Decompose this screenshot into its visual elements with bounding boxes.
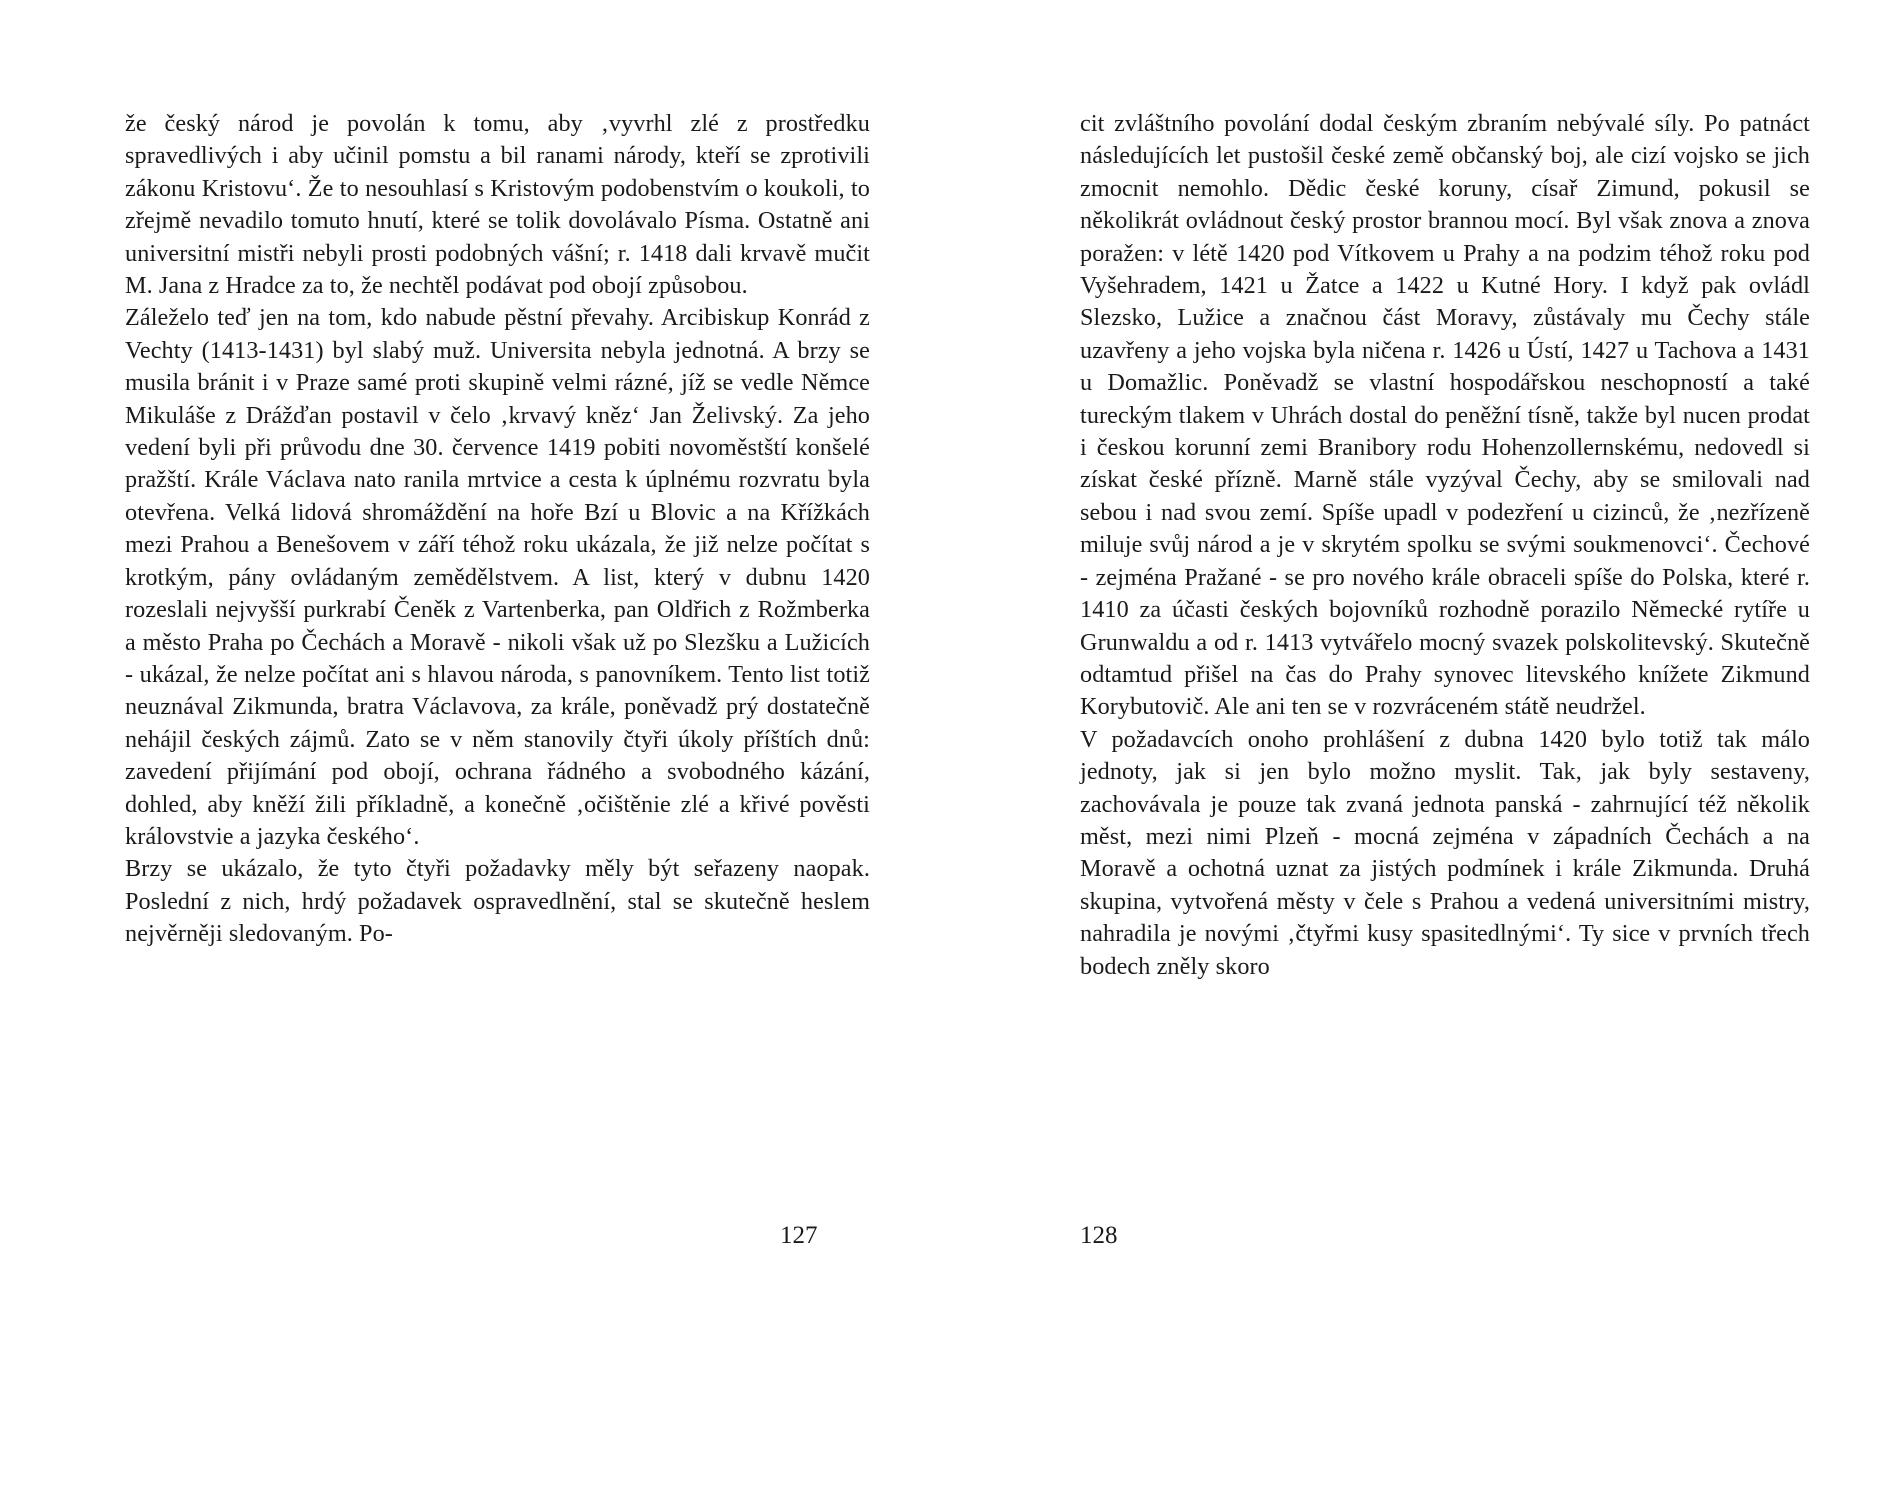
left-page: [125, 108, 870, 951]
left-paragraph-3: Brzy se ukázalo, že tyto čtyři požadavky měly být seřazeny naopak. Poslední z nich, hrdý požadavek ospravedlnění, stal se skutečně heslem nejvěrněji sledovaným. Po-: [125, 855, 870, 948]
right-page-text: [1080, 108, 1810, 983]
right-paragraph-2: V požadavcích onoho prohlášení z dubna 1420 bylo totiž tak málo jednoty, jak si jen bylo možno myslit. Tak, jak byly sestaveny, zachovávala je pouze tak zvaná jednota panská - zahrnující též několik měst, mezi nimi Plzeň - mocná zejména v západních Čechách a na Moravě a ochotná uznat za jistých podmínek i krále Zikmunda. Druhá skupina, vytvořená městy v čele s Prahou a vedená universitními mistry, nahradila je novými ‚čtyřmi kusy spasitedlnými‘. Ty sice v prvních třech bodech zněly skoro: [1080, 725, 1810, 980]
right-page-number: 128: [1080, 1222, 1118, 1249]
right-paragraph-1: cit zvláštního povolání dodal českým zbraním nebývalé síly. Po patnáct následujících let pustošil české země občanský boj, ale cizí vojsko se jich zmocnit nemohlo. Dědic české koruny, císař Zimund, pokusil se několikrát ovládnout český prostor brannou mocí. Byl však znova a znova poražen: v létě 1420 pod Vítkovem u Prahy a na podzim téhož roku pod Vyšehradem, 1421 u Žatce a 1422 u Kutné Hory. I když pak ovládl Slezsko, Lužice a značnou část Moravy, zůstávaly mu Čechy stále uzavřeny a jeho vojska byla ničena r. 1426 u Ústí, 1427 u Tachova a 1431 u Domažlic. Poněvadž se vlastní hospodářskou neschopností a také tureckým tlakem v Uhrách dostal do peněžní tísně, takže byl nucen prodat i českou korunní zemi Branibory rodu Hohenzollernskému, nedovedl si získat české přízně. Marně stále vyzýval Čechy, aby se smilovali nad sebou i nad svou zemí. Spíše upadl v podezření u cizinců, že ‚nezřízeně miluje svůj národ a je v skrytém spolku se svými soukmenovci‘. Čechové - zejména Pražané - se pro nového krále obraceli spíše do Polska, které r. 1410 za účasti českých bojovníků rozhodně porazilo Německé rytíře u Grunwaldu a od r. 1413 vytvářelo mocný svazek polskolitevský. Skutečně odtamtud přišel na čas do Prahy synovec litevského knížete Zikmund Korybutovič. Ale ani ten se v rozvráceném státě neudržel.: [1080, 110, 1810, 721]
left-paragraph-1: že český národ je povolán k tomu, aby ‚vyvrhl zlé z prostředku spravedlivých i aby učinil pomstu a bil ranami národy, kteří se zprotivili zákonu Kristovu‘. Že to nesouhlasí s Kristovým podobenstvím o koukoli, to zřejmě nevadilo tomuto hnutí, které se tolik dovolávalo Písma. Ostatně ani universitní mistři nebyli prosti podobných vášní; r. 1418 dali krvavě mučit M. Jana z Hradce za to, že nechtěl podávat pod obojí způsobou.: [125, 110, 870, 300]
left-page-number: 127: [780, 1222, 818, 1249]
left-page-text: [125, 108, 870, 951]
right-page: [1080, 108, 1810, 983]
left-paragraph-2: Záleželo teď jen na tom, kdo nabude pěstní převahy. Arcibiskup Konrád z Vechty (1413-1431) byl slabý muž. Universita nebyla jednotná. A brzy se musila bránit i v Praze samé proti skupině velmi rázné, jíž se vedle Němce Mikuláše z Drážďan postavil v čelo ‚krvavý kněz‘ Jan Želivský. Za jeho vedení byli při průvodu dne 30. července 1419 pobiti novoměstští konšelé pražští. Krále Václava nato ranila mrtvice a cesta k úplnému rozvratu byla otevřena. Velká lidová shromáždění na hoře Bzí u Blovic a na Křížkách mezi Prahou a Benešovem v září téhož roku ukázala, že již nelze počítat s krotkým, pány ovládaným zemědělstvem. A list, který v dubnu 1420 rozeslali nejvyšší purkrabí Čeněk z Vartenberka, pan Oldřich z Rožmberka a město Praha po Čechách a Moravě - nikoli však už po Slezšku a Lužicích - ukázal, že nelze počítat ani s hlavou národa, s panovníkem. Tento list totiž neuznával Zikmunda, bratra Václavova, za krále, poněvadž prý dostatečně nehájil českých zájmů. Zato se v něm stanovily čtyři úkoly příštích dnů: zavedení přijímání pod obojí, ochrana řádného a svobodného kázání, dohled, aby kněží žili příkladně, a konečně ‚očištěnie zlé a křivé pověsti královstvie a jazyka českého‘.: [125, 304, 870, 850]
